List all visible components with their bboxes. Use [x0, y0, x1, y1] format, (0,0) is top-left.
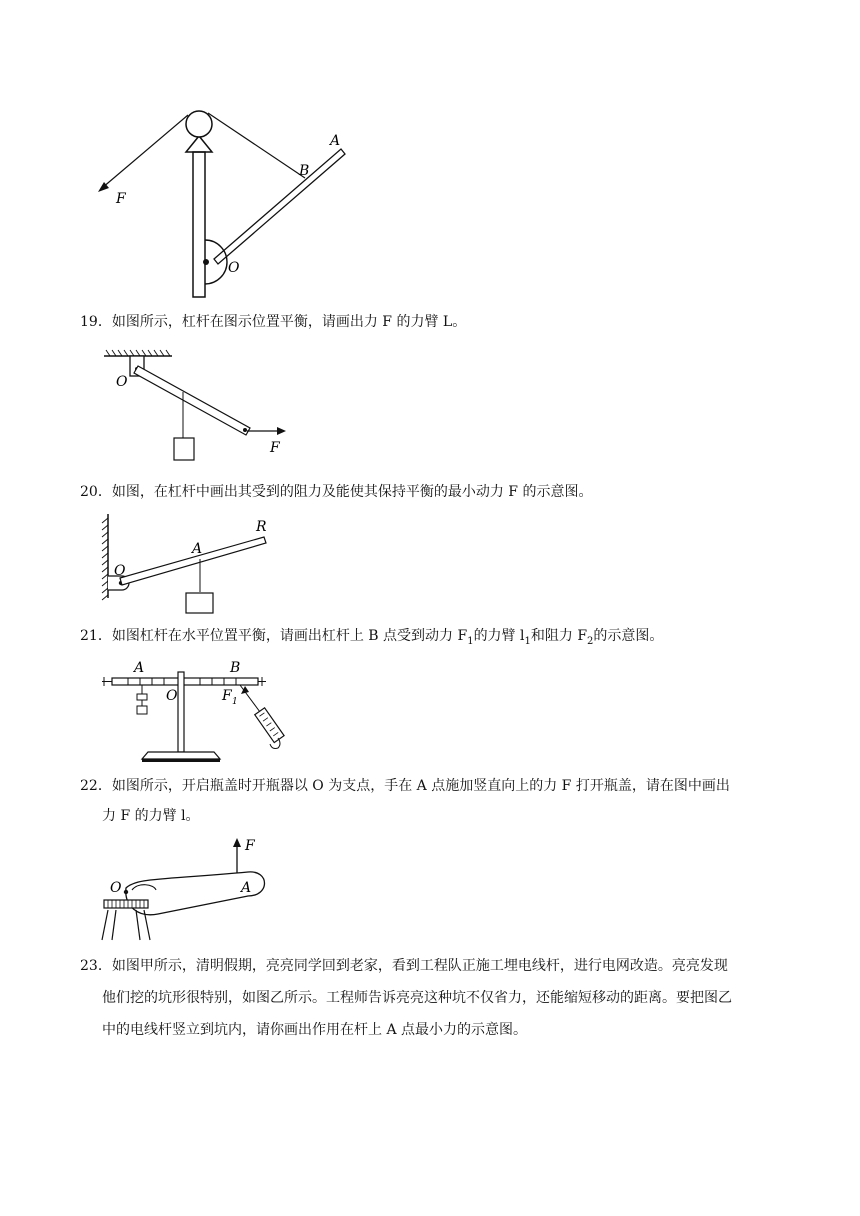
question-text-line1: 如图甲所示，清明假期，亮亮同学回到老家，看到工程队正施工埋电线杆，进行电网改造。亮亮发现 [111, 958, 728, 974]
label-f: F [245, 838, 255, 854]
label-o: O [114, 563, 126, 579]
label-f: F [222, 688, 232, 704]
q19-lever-figure [100, 348, 300, 463]
label-o: O [110, 880, 122, 896]
label-a: A [192, 541, 203, 557]
question-number: 22． [80, 778, 112, 794]
q20-lever-figure [96, 512, 281, 617]
question-21 [80, 626, 663, 652]
question-number: 20． [80, 484, 112, 500]
question-text-c: 和阻力 F [530, 628, 588, 644]
subscript: 1 [467, 635, 474, 647]
question-text: 如图所示，杠杆在图示位置平衡，请画出力 F 的力臂 L。 [111, 314, 467, 330]
question-number: 21． [80, 628, 112, 644]
pulley-lever-figure [90, 100, 380, 305]
label-a: A [241, 880, 252, 896]
question-text-b: 的力臂 l [473, 628, 525, 644]
label-b: B [299, 163, 310, 179]
label-b: B [230, 660, 241, 676]
question-text-a: 如图杠杆在水平位置平衡，请画出杠杆上 B 点受到动力 F [111, 628, 468, 644]
q22-bottle-opener-figure [98, 834, 278, 944]
question-22-continuation [102, 806, 200, 826]
question-text: 如图，在杠杆中画出其受到的阻力及能使其保持平衡的最小动力 F 的示意图。 [111, 484, 593, 500]
subscript: 2 [587, 635, 594, 647]
question-23-continuation [102, 1020, 527, 1040]
label-f: F [116, 191, 126, 207]
question-text-d: 的示意图。 [593, 628, 664, 644]
label-o: O [166, 688, 178, 704]
label-a: A [330, 133, 341, 149]
question-22 [80, 776, 730, 796]
question-19 [80, 312, 466, 332]
label-o: O [228, 260, 240, 276]
label-o: O [116, 374, 128, 390]
question-text-line2: 他们挖的坑形很特别，如图乙所示。工程师告诉亮亮这种坑不仅省力，还能缩短移动的距离。要把图乙 [102, 990, 732, 1006]
question-23 [80, 956, 728, 976]
question-text-line3: 中的电线杆竖立到坑内，请你画出作用在杆上 A 点最小力的示意图。 [102, 1022, 528, 1038]
question-number: 19． [80, 314, 112, 330]
question-text-line1: 如图所示，开启瓶盖时开瓶器以 O 为支点，手在 A 点施加竖直向上的力 F 打开瓶盖，请在图中画出 [111, 778, 730, 794]
label-r: R [256, 519, 267, 535]
label-a: A [134, 660, 145, 676]
question-number: 23． [80, 958, 112, 974]
question-23-continuation [102, 988, 732, 1008]
subscript: 1 [524, 635, 531, 647]
label-f: F [270, 440, 280, 456]
question-20 [80, 482, 592, 502]
label-f-subscript: 1 [232, 697, 238, 707]
question-text-line2: 力 F 的力臂 l。 [102, 808, 200, 824]
q21-lever-figure [100, 658, 290, 764]
